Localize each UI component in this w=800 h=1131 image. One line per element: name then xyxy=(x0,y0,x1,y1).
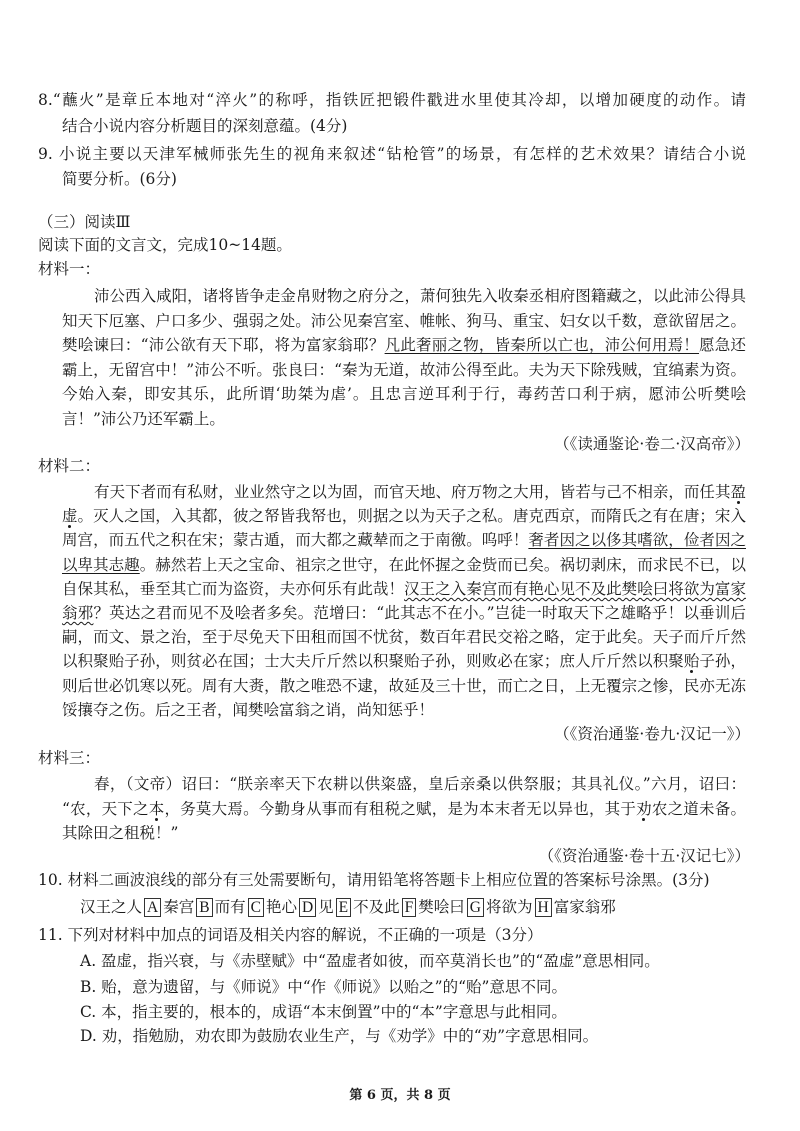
text-line xyxy=(62,480,746,504)
text-segment: 愿急还 xyxy=(699,336,746,355)
text-segment: ，务莫大焉。今勤身从事而有租税之赋，是为本末者无以异也，其于 xyxy=(164,799,637,818)
question-10-sentence xyxy=(80,895,788,920)
answer-mark-box: E xyxy=(336,898,351,917)
text-segment: 馁攘夺之伤。后之王者，闻樊哙富翁之诮，尚知惩乎！ xyxy=(62,700,435,719)
wavy-underlined-text: 汉王之入秦宫而有艳心见不及此樊哙曰将欲为富家 xyxy=(404,579,746,598)
question-9-line: 简要分析。(6分) xyxy=(62,169,177,188)
dotted-word: 贻 xyxy=(683,652,700,671)
sentence-fragment: 不及此 xyxy=(353,898,400,916)
question-10: 10. 材料二画波浪线的部分有三处需要断句，请用铅笔将答题卡上相应位置的答案标号涂黑。(3分) xyxy=(38,871,710,889)
text-segment: 以积聚贻子孙，则贫必在国；士大夫斤斤然以积聚贻子孙，则败必在家；庶人斤斤然以积聚 xyxy=(62,652,684,671)
material-1-text xyxy=(62,284,746,432)
sentence-prefix: 汉王之人 xyxy=(80,898,143,916)
text-line xyxy=(62,772,746,797)
question-9 xyxy=(38,142,746,191)
material-1-label: 材料一： xyxy=(38,260,101,278)
text-segment: 沛公西入咸阳，诸将皆争走金帛财物之府分之，萧何独先入收秦丞相府图籍藏之，以此沛公得具 xyxy=(94,287,746,305)
answer-mark-box: H xyxy=(535,898,552,917)
text-segment: 周宫，而五代之积在宋；蒙古遁，而大都之藏辇而之于南徼。呜呼！ xyxy=(62,531,529,550)
dotted-word: 劝 xyxy=(636,799,652,818)
material-3-label: 材料三： xyxy=(38,749,101,767)
material-2-text xyxy=(62,480,746,722)
text-line xyxy=(62,382,746,407)
material-3-text xyxy=(62,772,746,846)
answer-mark-box: B xyxy=(196,898,212,917)
text-line xyxy=(62,698,746,722)
text-line xyxy=(62,625,746,649)
answer-mark-box: A xyxy=(144,898,161,917)
text-segment: 子孙， xyxy=(699,652,746,671)
underlined-text: 以卑其志趣 xyxy=(62,555,140,574)
answer-mark-box: G xyxy=(467,898,484,917)
text-segment: 言！”沛公乃还军霸上。 xyxy=(62,409,225,428)
text-segment: 春，（文帝）诏曰：“朕亲率天下农耕以供粢盛，皇后亲桑以供祭服；其具礼仪。”六月，诏曰： xyxy=(94,775,746,793)
option-d: D. 劝，指勉励，劝农即为鼓励农业生产，与《劝学》中的“劝”字意思相同。 xyxy=(80,1027,599,1045)
material-3-source: （《资治通鉴·卷十五·汉记七》） xyxy=(538,847,750,865)
section-title: （三）阅读Ⅲ xyxy=(38,213,131,231)
sentence-fragment: 见 xyxy=(318,898,334,916)
text-segment: 今始入秦，即安其乐，此所谓‘助桀为虐’。且忠言逆耳利于行，毒药苦口利于病，愿沛公听樊哙 xyxy=(62,385,746,404)
text-line xyxy=(62,649,746,673)
text-line xyxy=(62,674,746,698)
text-line xyxy=(62,601,746,625)
page-number: 第 6 页，共 8 页 xyxy=(349,1088,451,1103)
text-segment: ？英达之君而见不及哙者多矣。范增曰：“此其志不在小。”岂徒一时取天下之雄略乎！以垂训后 xyxy=(93,603,746,622)
material-2-source: （《资治通鉴·卷九·汉记一》） xyxy=(554,725,750,743)
section-instruction: 阅读下面的文言文，完成10~14题。 xyxy=(38,236,292,254)
text-line xyxy=(62,797,746,822)
text-line xyxy=(62,407,746,432)
option-a: A. 盈虚，指兴衰，与《赤壁赋》中“盈虚者如彼，而卒莫消长也”的“盈虚”意思相同。 xyxy=(80,952,660,970)
text-line xyxy=(62,528,746,552)
text-segment: 农之道未备。 xyxy=(651,799,746,818)
underlined-text: 凡此奢丽之物，皆秦所以亡也，沛公何用焉！ xyxy=(384,336,700,355)
dotted-word: 本 xyxy=(148,799,165,818)
wavy-underlined-text: 翁邪 xyxy=(62,603,94,622)
dotted-word: 虚 xyxy=(62,507,78,526)
text-segment: 嗣，而文、景之治，至于尽免天下田租而国不忧贫，数百年君民交裕之略，定于此矣。天子而斤斤然 xyxy=(62,628,746,647)
answer-mark-box: F xyxy=(402,898,417,917)
question-9-line: 9. 小说主要以天津军械师张先生的视角来叙述“钻枪管”的场景，有怎样的艺术效果？请结合小说 xyxy=(38,145,746,163)
text-line xyxy=(62,553,746,577)
text-segment: 则后世必饥寒以死。周有大赉，散之唯恐不逮，故延及三十世，而亡之日，上无覆宗之惨，民亦无冻 xyxy=(62,676,746,695)
sentence-fragment: 将欲为 xyxy=(486,898,533,916)
text-segment: 樊哙谏曰：“沛公欲有天下耶，将为富家翁耶？ xyxy=(62,336,385,355)
answer-mark-box: C xyxy=(248,898,264,917)
option-c: C. 本，指主要的，根本的，成语“本末倒置”中的“本”字意思与此相同。 xyxy=(80,1003,567,1021)
text-segment: 其除田之租税！” xyxy=(62,824,179,843)
text-line xyxy=(62,577,746,601)
sentence-fragment: 秦宫 xyxy=(163,898,195,916)
text-segment: 。灭人之国，入其都，彼之帑皆我帑也，则据之以为天子之私。唐克西京，而隋氏之有在唐；宋入 xyxy=(77,507,746,526)
text-line xyxy=(62,821,746,846)
text-segment: 知天下厄塞、户口多少、强弱之处。沛公见秦宫室、帷帐、狗马、重宝、妇女以千数，意欲留居之。 xyxy=(62,311,746,330)
material-1-source: （《读通鉴论·卷二·汉高帝》） xyxy=(554,435,750,453)
question-8 xyxy=(38,88,746,139)
text-segment: 。赫然若上天之宝命、祖宗之世守，在此怀握之金赀而已矣。祸切剥床，而求民不已，以 xyxy=(139,555,746,574)
answer-mark-box: D xyxy=(299,898,316,917)
question-11: 11. 下列对材料中加点的词语及相关内容的解说，不正确的一项是（3分） xyxy=(38,926,543,944)
text-line xyxy=(62,309,746,334)
option-b: B. 贻，意为遗留，与《师说》中“作《师说》以贻之”的“贻”意思不同。 xyxy=(80,978,567,996)
question-8-line: 结合小说内容分析题目的深刻意蕴。(4分) xyxy=(62,116,348,135)
text-segment: 自保其私，垂至其亡而为盗资，夫亦何乐有此哉！ xyxy=(62,579,405,598)
text-segment: 有天下者而有私财，业业然守之以为固，而官天地、府万物之大用，皆若与己不相亲，而任其 xyxy=(94,483,731,501)
text-segment: “农，天下之 xyxy=(62,799,149,818)
underlined-text: 奢者因之以侈其嗜欲，俭者因之 xyxy=(528,531,746,550)
sentence-fragment: 富家翁邪 xyxy=(553,898,616,916)
text-segment: 霸上，无留宫中！”沛公不听。张良曰：“秦为无道，故沛公得至此。夫为天下除残贼，宜缟素为资。 xyxy=(62,360,746,379)
text-line xyxy=(62,504,746,528)
question-8-line: 8.“蘸火”是章丘本地对“淬火”的称呼，指铁匠把锻件戳进水里使其冷却，以增加硬度的动作。请 xyxy=(38,91,746,109)
sentence-fragment: 艳心 xyxy=(265,898,297,916)
text-line xyxy=(62,333,746,358)
sentence-fragment: 而有 xyxy=(214,898,246,916)
text-line xyxy=(62,284,746,309)
material-2-label: 材料二： xyxy=(38,457,101,475)
sentence-fragment: 樊哙曰 xyxy=(418,898,465,916)
text-line xyxy=(62,358,746,383)
dotted-word: 盈 xyxy=(730,483,746,501)
